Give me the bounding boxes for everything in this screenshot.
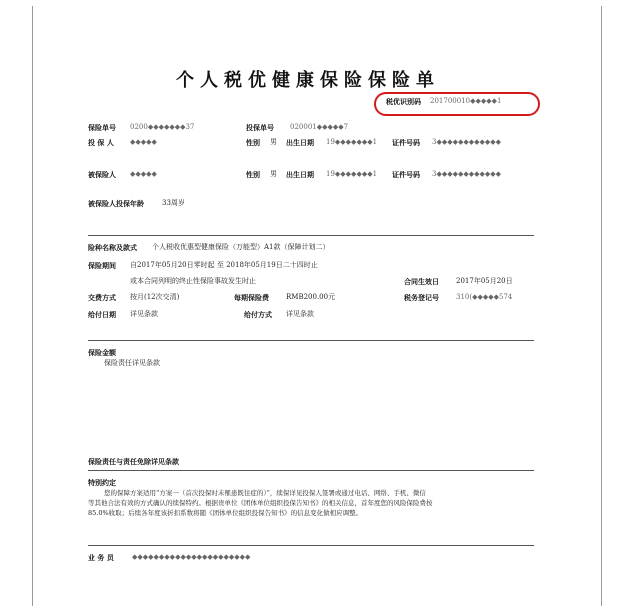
payment-method-label: 交费方式 bbox=[88, 293, 116, 302]
applicant-value: ◆◆◆◆◆ bbox=[130, 138, 157, 146]
application-no-value: 020001◆◆◆◆◆7 bbox=[290, 123, 349, 131]
special-line-2: 等其他合法有效的方式确认的续保特约。根据贵单位《团体单位组织投保告知书》的相关信息，首年度您的风险保险费按 bbox=[88, 499, 433, 507]
sum-insured-label: 保险金额 bbox=[88, 348, 116, 357]
policy-no-label: 保险单号 bbox=[88, 123, 116, 132]
liability-label: 保险责任与责任免除详见条款 bbox=[88, 457, 179, 466]
insured-dob: 19◆◆◆◆◆◆◆1 bbox=[326, 170, 378, 178]
policy-no-value: 0200◆◆◆◆◆◆◆37 bbox=[130, 123, 195, 131]
premium-value: RMB200.00元 bbox=[286, 293, 336, 301]
insured-label: 被保险人 bbox=[88, 170, 116, 179]
applicant-gender-label: 性别 bbox=[246, 138, 260, 147]
special-line-3: 85.0%收取；后续各年度该折扣系数将随《团体单位组织投保告知书》的信息变化做相应调整。 bbox=[88, 509, 363, 517]
insured-value: ◆◆◆◆◆ bbox=[130, 170, 157, 178]
benefit-date-value: 详见条款 bbox=[130, 310, 158, 318]
applicant-label: 投 保 人 bbox=[88, 138, 114, 147]
special-terms bbox=[88, 488, 534, 518]
premium-label: 每期保险费 bbox=[234, 293, 269, 302]
tax-code-value: 201700010◆◆◆◆◆1 bbox=[430, 97, 502, 105]
tax-reg-value: 310(◆◆◆◆◆574 bbox=[456, 293, 513, 301]
insured-age-value: 33周岁 bbox=[162, 199, 185, 207]
insured-dob-label: 出生日期 bbox=[286, 170, 314, 179]
insured-gender-label: 性别 bbox=[246, 170, 260, 179]
applicant-dob: 19◆◆◆◆◆◆◆1 bbox=[326, 138, 378, 146]
applicant-dob-label: 出生日期 bbox=[286, 138, 314, 147]
tax-code-label: 税优识别码 bbox=[386, 97, 421, 106]
agent-label: 业 务 员 bbox=[88, 553, 114, 562]
special-line-1: 您的保障方案适用“方案一（首次投保时未罹患既往症的）”，续保详见投保人签署或通过电话、网络、手机、微信 bbox=[104, 489, 426, 497]
period-line1: 自2017年05月20日零时起 至 2018年05月19日二十四时止 bbox=[130, 261, 318, 269]
payment-method-value: 按月(12次交清) bbox=[130, 293, 180, 301]
application-no-label: 投保单号 bbox=[246, 123, 274, 132]
period-label: 保险期间 bbox=[88, 261, 116, 270]
period-line2: 或本合同列明的终止性保险事故发生时止 bbox=[130, 277, 256, 285]
section-divider bbox=[88, 470, 534, 471]
insured-id-label: 证件号码 bbox=[392, 170, 420, 179]
benefit-date-label: 给付日期 bbox=[88, 310, 116, 319]
special-label: 特别约定 bbox=[88, 478, 116, 487]
section-divider bbox=[88, 340, 534, 341]
insured-id: 3◆◆◆◆◆◆◆◆◆◆◆◆ bbox=[432, 170, 502, 178]
insured-gender: 男 bbox=[270, 170, 277, 178]
section-divider bbox=[88, 235, 534, 236]
applicant-id: 3◆◆◆◆◆◆◆◆◆◆◆◆ bbox=[432, 138, 502, 146]
section-divider bbox=[88, 545, 534, 546]
product-value: 个人税收优惠型健康保险（万能型）A1款（保障计划二） bbox=[152, 243, 330, 251]
effective-date-value: 2017年05月20日 bbox=[456, 277, 513, 285]
benefit-method-label: 给付方式 bbox=[244, 310, 272, 319]
applicant-gender: 男 bbox=[270, 138, 277, 146]
tax-reg-label: 税务登记号 bbox=[404, 293, 439, 302]
applicant-id-label: 证件号码 bbox=[392, 138, 420, 147]
product-label: 险种名称及款式 bbox=[88, 243, 137, 252]
insured-age-label: 被保险人投保年龄 bbox=[88, 199, 144, 208]
sum-insured-value: 保险责任详见条款 bbox=[104, 359, 160, 367]
effective-date-label: 合同生效日 bbox=[404, 277, 439, 286]
benefit-method-value: 详见条款 bbox=[286, 310, 314, 318]
agent-value: ◆◆◆◆◆◆◆◆◆◆◆◆◆◆◆◆◆◆◆◆◆◆ bbox=[132, 553, 251, 561]
document-title: 个人税优健康保险保险单 bbox=[176, 70, 440, 91]
